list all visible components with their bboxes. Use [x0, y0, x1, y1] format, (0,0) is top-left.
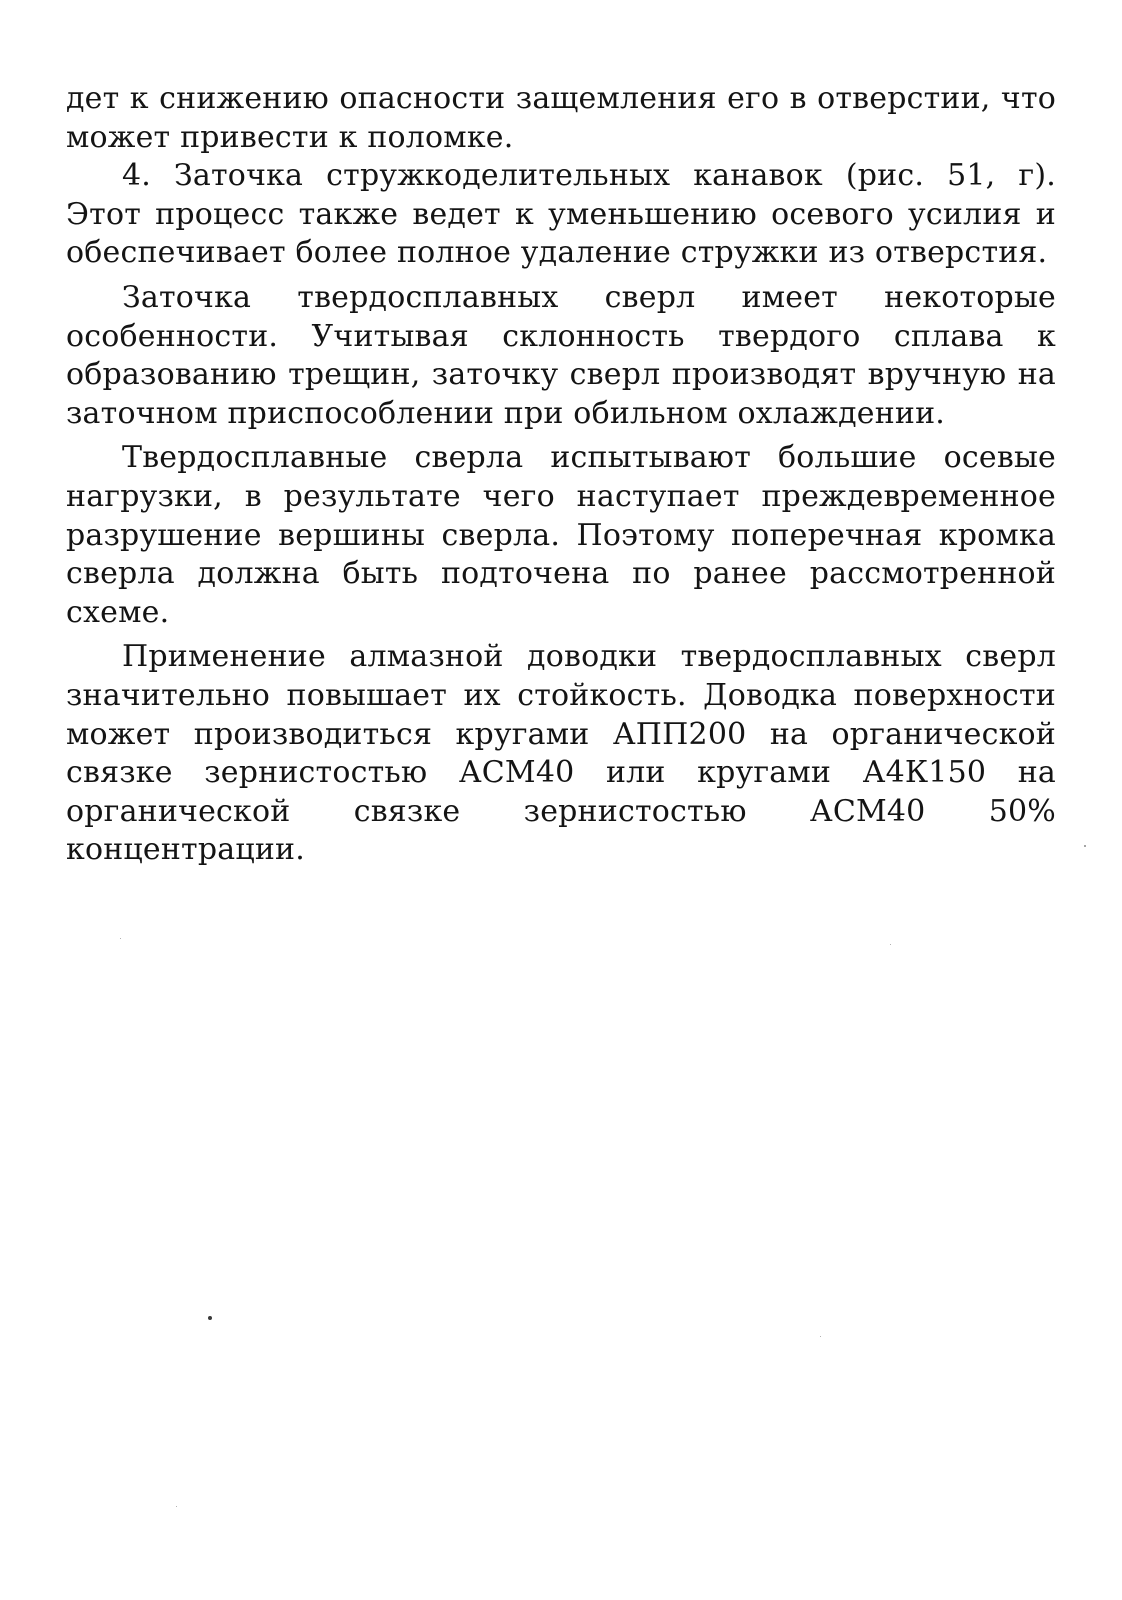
paragraph-carbide-sharpening: Заточка твердосплавных сверл имеет некоторые особенности. Учитывая склонность твердого сплава к образованию трещин, заточку сверл производят вручную на заточном приспособлении при обильном охлаждении. — [66, 279, 1056, 431]
scan-speck — [890, 944, 891, 945]
paragraph-continuation: дет к снижению опасности защемления его в отверстии, что может привести к поломке. — [66, 81, 1056, 155]
scan-speck — [208, 1316, 212, 1320]
scan-speck — [1084, 845, 1086, 847]
scan-speck — [820, 1336, 821, 1337]
scan-speck — [176, 1506, 177, 1507]
paragraph-axial-loads: Твердосплавные сверла испытывают большие осевые нагрузки, в результате чего наступает преждевременное разрушение вершины сверла. Поэтому поперечная кромка сверла должна быть подточена по ранее рассмотренной схеме. — [66, 440, 1056, 630]
paragraph-item-4: 4. Заточка стружкоделительных канавок (рис. 51, г). Этот процесс также ведет к уменьшению осевого усилия и обеспечивает более полное удаление стружки из отверстия. — [66, 158, 1056, 271]
body-text — [66, 80, 1056, 870]
scan-speck — [120, 938, 121, 939]
paragraph-diamond-finishing: Применение алмазной доводки твердосплавных сверл значительно повышает их стойкость. Доводка поверхности может производиться кругами АПП200 на органической связке зернистостью АСМ40 или кругами А4К150 на органической связке зернистостью АСМ40 50% концентрации. — [66, 639, 1056, 868]
